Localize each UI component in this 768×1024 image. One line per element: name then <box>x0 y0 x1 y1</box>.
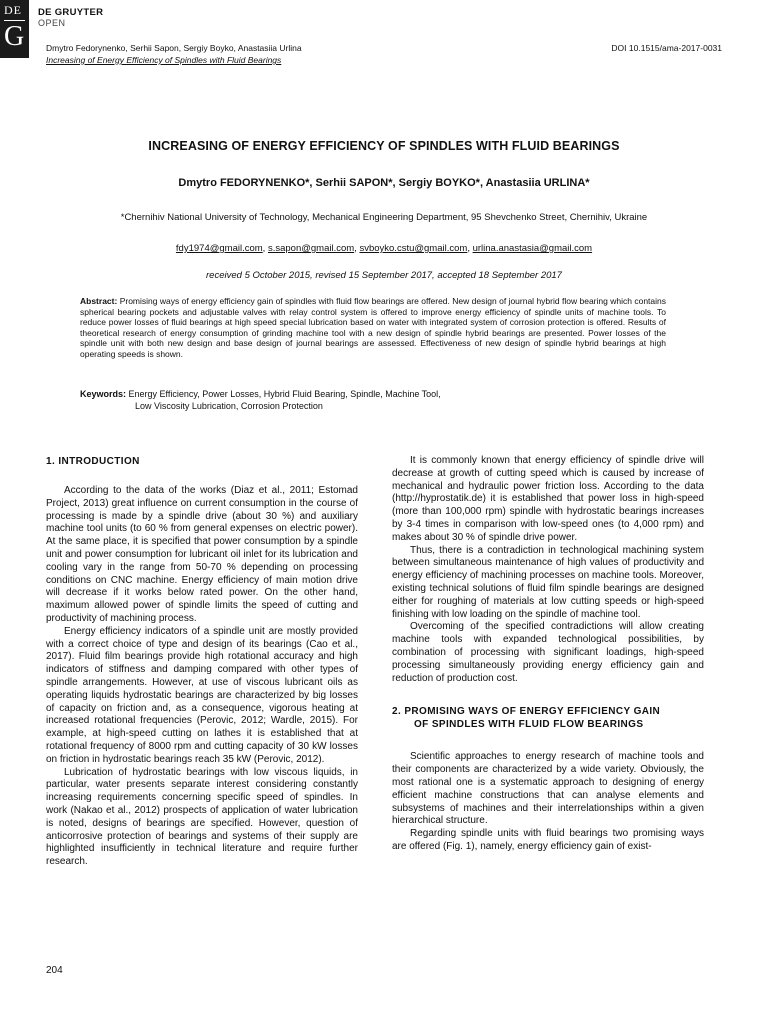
running-header-authors: Dmytro Fedorynenko, Serhii Sapon, Sergiy Boyko, Anastasiia Urlina <box>46 43 302 53</box>
section-heading <box>392 705 704 731</box>
logo-de-text: DE <box>4 3 22 17</box>
keywords <box>80 388 666 412</box>
section-heading-line-1: 2. PROMISING WAYS OF ENERGY EFFICIENCY GAIN <box>392 706 661 718</box>
email-separator: , <box>467 243 473 254</box>
paragraph: Thus, there is a contradiction in technological machining system between simultaneous maintenance of high values of productivity and energy efficiency of machining processes on machine tools. Moreover, existing technical solutions of fluid film spindle bearings are designed either for roughing of materials at low cutting speeds or high-speed finishing with low loading on the spindle of machine tool. <box>392 544 704 620</box>
paper-authors: Dmytro FEDORYNENKO*, Serhii SAPON*, Sergiy BOYKO*, Anastasiia URLINA* <box>178 177 590 189</box>
keywords-label: Keywords: <box>80 389 127 399</box>
email-list <box>0 243 768 254</box>
publisher-name: DE GRUYTER <box>38 7 104 18</box>
paragraph: According to the data of the works (Diaz et al., 2011; Estomad Project, 2013) great influence on current consumption in the course of processing is made by a spindle drive (about 30 %) and auxiliary machine tool units (to 60 % from general expenses on electric power). At the same place, it is specified that power consumption by a spindle unit and power consumption for lubricant oil inlet for its lubrication and cooling vary in the range from 50-70 % depending on processing conditions on CNC machine. Energy efficiency of main motion drive will decrease if it works below rated power. On the other hand, maximum allowed power of spindle limits the speed of cutting and productivity of machining process. <box>46 485 358 624</box>
keywords-line-1: Energy Efficiency, Power Losses, Hybrid Fluid Bearing, Spindle, Machine Tool, <box>126 389 441 399</box>
paragraph: It is commonly known that energy efficiency of spindle drive will decrease at growth of cutting speed which is caused by increase of mechanical and hydraulic power friction loss. According to the data (http://hyprostatik.de) it is established that power loss in high-speed (more than 100,000 rpm) spindle with hydrostatic bearings increases by 3-4 times in comparison with low-speed ones (to 4,000 rpm) and makes about 30 % of spindle drive power. <box>392 455 704 543</box>
left-column <box>46 455 358 869</box>
right-column <box>392 455 704 854</box>
publisher-subname: OPEN <box>38 18 66 28</box>
running-header-title[interactable]: Increasing of Energy Efficiency of Spindles with Fluid Bearings <box>46 55 282 65</box>
paper-title: INCREASING OF ENERGY EFFICIENCY OF SPINDLES WITH FLUID BEARINGS <box>148 139 620 153</box>
abstract <box>80 296 666 360</box>
paragraph: Overcoming of the specified contradictions will allow creating machine tools with expanded technological possibilities, by combination of processing with significant loadings, high-speed processing simultaneously providing energy efficiency gain and reduction of production cost. <box>392 621 704 684</box>
abstract-text: Promising ways of energy efficiency gain of spindles with fluid flow bearings are offered. New design of journal hybrid flow bearing which contains spherical bearing pockets and adjustable valves with relay control system is offered to improve energy efficiency of spindle units of machine tools. To reduce power losses of fluid bearings at high speed special lubrication based on water with integrated system of corrosion protection is offered. Results of theoretical research of energy consumption of grinding machine tool with a new design of spindle hybrid bearings are presented. Power losses of the spindle unit with both new design and base design of journal bearings are assessed. Effectiveness of new design of spindle hybrid bearings at high operating speeds is shown. <box>80 296 666 359</box>
email-link[interactable]: s.sapon@gmail.com <box>267 243 355 254</box>
email-separator: , <box>262 243 268 254</box>
paragraph: Energy efficiency indicators of a spindle unit are mostly provided with a correct choice of type and design of its bearings (Cao et al., 2017). Fluid film bearings provide high rotational accuracy and high indicators of stiffness and damping compared with other types of spindle arrangements. However, at use of viscous lubricant oils as operating liquids hydrostatic bearings are characterized by big losses of capacity on friction and, as a consequence, vigorous heating at increased rotational frequencies (Perovic, 2012; Wardle, 2015). For example, at high-speed cutting on lathes it is established that at rotational frequency of 8000 rpm and cutting capacity of 30 kW losses on friction in hydrostatic bearings reach 35 kW (Perovic, 2012). <box>46 625 358 765</box>
email-link[interactable]: urlina.anastasia@gmail.com <box>472 243 593 254</box>
page-number: 204 <box>46 965 63 976</box>
logo-g-text: G <box>4 21 25 52</box>
publisher-logo <box>0 0 29 58</box>
doi: DOI 10.1515/ama-2017-0031 <box>611 43 722 53</box>
paragraph: Lubrication of hydrostatic bearings with low viscous liquids, in particular, water presents separate interest considering constantly increasing requirements concerning specific speed of spindles. In work (Nakao et al., 2012) prospects of application of water lubrication is noted, designs of bearings are specified. However, question of anticorrosive protection of bearings and systems of their supply are highlighted insufficiently in technical literature and require further research. <box>46 766 358 868</box>
abstract-label: Abstract: <box>80 296 118 306</box>
article-dates: received 5 October 2015, revised 15 September 2017, accepted 18 September 2017 <box>206 270 562 281</box>
email-link[interactable]: fdy1974@gmail.com <box>175 243 263 254</box>
keywords-line-2: Low Viscosity Lubrication, Corrosion Protection <box>135 401 323 411</box>
section-heading: 1. INTRODUCTION <box>46 456 140 467</box>
paragraph: Scientific approaches to energy research of machine tools and their components are characterized by a wide variety. Obviously, the most rational one is a systematic approach to designing of energy efficient machine constructions that can analyse elements and subsystems of machines and their interrelationships within a given hierarchical structure. <box>392 751 704 827</box>
affiliation: *Chernihiv National University of Technology, Mechanical Engineering Department, 95 Shevchenko Street, Chernihiv, Ukraine <box>120 212 648 223</box>
section-heading-line-2: OF SPINDLES WITH FLUID FLOW BEARINGS <box>414 719 644 731</box>
email-separator: , <box>354 243 360 254</box>
email-link[interactable]: svboyko.cstu@gmail.com <box>359 243 468 254</box>
paragraph: Regarding spindle units with fluid bearings two promising ways are offered (Fig. 1), namely, energy efficiency gain of exist- <box>392 828 704 852</box>
